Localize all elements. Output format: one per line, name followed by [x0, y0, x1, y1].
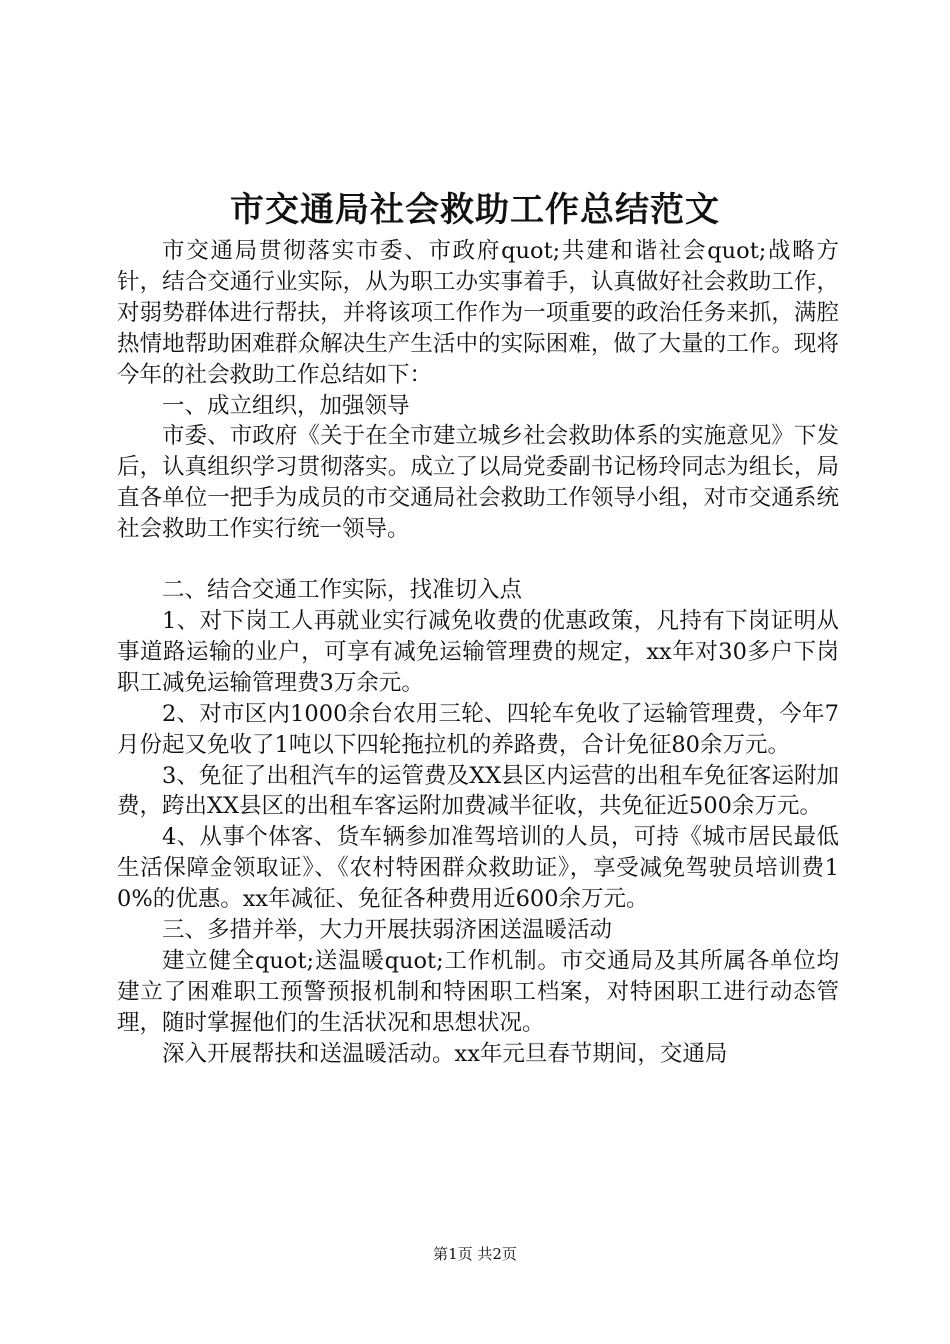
document-body	[117, 236, 839, 1070]
page-footer: 第1页 共2页	[433, 1245, 517, 1263]
paragraph-item-4: 4、从事个体客、货车辆参加准驾培训的人员，可持《城市居民最低生活保障金领取证》、《农村特困群众救助证》，享受减免驾驶员培训费10%的优惠。xx年减征、免征各种费用近600余万元。	[117, 824, 839, 913]
paragraph-mechanism: 建立健全quot;送温暖quot;工作机制。市交通局及其所属各单位均建立了困难职工预警预报机制和特困职工档案，对特困职工进行动态管理，随时掌握他们的生活状况和思想状况。	[117, 947, 839, 1036]
section-heading-3: 三、多措并举，大力开展扶弱济困送温暖活动	[162, 917, 613, 944]
document-title: 市交通局社会救助工作总结范文	[230, 190, 720, 230]
paragraph-item-3: 3、免征了出租汽车的运管费及XX县区内运营的出租车免征客运附加费，跨出XX县区的出租车客运附加费减半征收，共免征近500余万元。	[117, 762, 839, 820]
section-heading-1: 一、成立组织，加强领导	[162, 392, 410, 419]
paragraph-intro: 市交通局贯彻落实市委、市政府quot;共建和谐社会quot;战略方针，结合交通行业实际，从为职工办实事着手，认真做好社会救助工作，对弱势群体进行帮扶，并将该项工作作为一项重要的政治任务来抓，满腔热情地帮助困难群众解决生产生活中的实际困难，做了大量的工作。现将今年的社会救助工作总结如下：	[117, 238, 839, 388]
paragraph-activities: 深入开展帮扶和送温暖活动。xx年元旦春节期间，交通局	[162, 1040, 728, 1067]
paragraph-item-2: 2、对市区内1000余台农用三轮、四轮车免收了运输管理费，今年7月份起又免收了1吨以下四轮拖拉机的养路费，合计免征80余万元。	[117, 700, 839, 758]
paragraph-organization: 市委、市政府《关于在全市建立城乡社会救助体系的实施意见》下发后，认真组织学习贯彻落实。成立了以局党委副书记杨玲同志为组长，局直各单位一把手为成员的市交通局社会救助工作领导小组，对市交通系统社会救助工作实行统一领导。	[117, 423, 839, 543]
paragraph-item-1: 1、对下岗工人再就业实行减免收费的优惠政策，凡持有下岗证明从事道路运输的业户，可享有减免运输管理费的规定，xx年对30多户下岗职工减免运输管理费3万余元。	[117, 607, 839, 696]
section-heading-2: 二、结合交通工作实际，找准切入点	[162, 577, 523, 604]
